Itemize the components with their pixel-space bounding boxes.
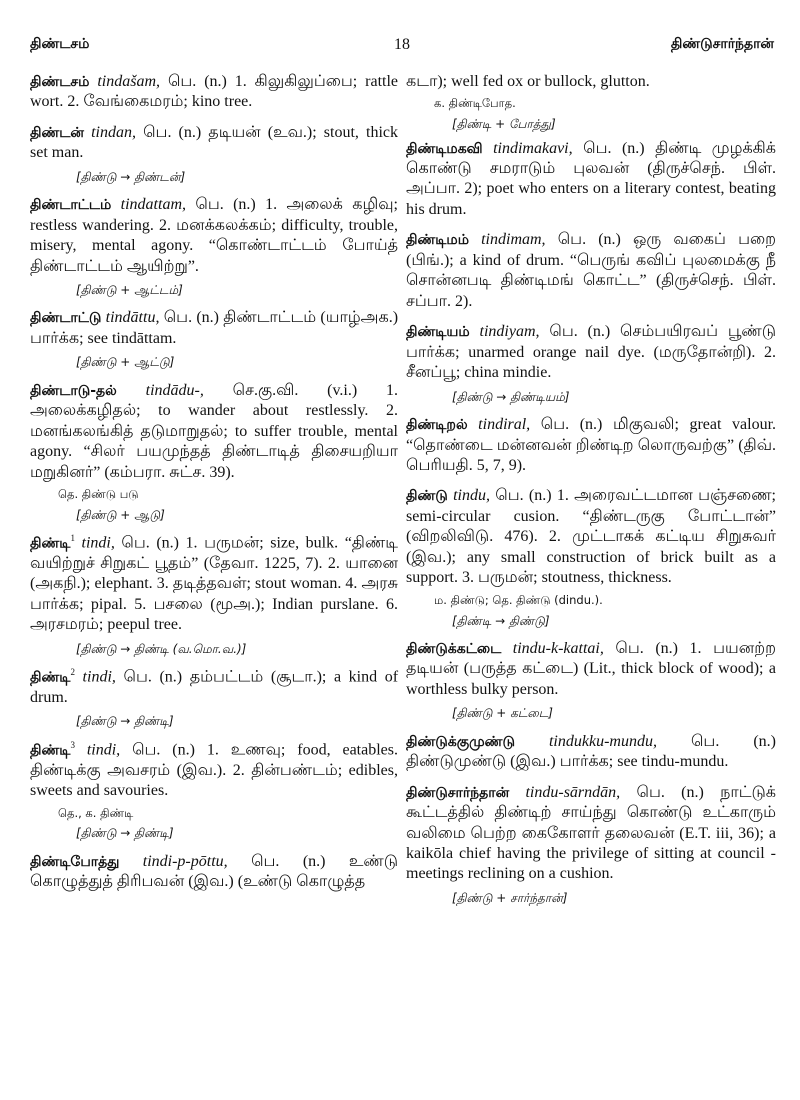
entry-definition: பெ. (n.) தம்பட்டம் (சூடா.); a kind of drum. — [30, 668, 399, 707]
dictionary-entry — [30, 123, 398, 185]
entry-definition: பெ. (n.) மிகுவலி; great valour. “தொண்டை மன்னவன் றிண்டிற லொருவற்கு” (திவ். பெரியதி. 5, 7, 9). — [406, 416, 777, 474]
entry-transliteration: tindāttu, — [105, 309, 160, 327]
entry-transliteration: tindimakavi, — [493, 139, 573, 157]
dictionary-entry — [30, 72, 398, 113]
entry-headword: திண்டிறல் — [406, 417, 468, 434]
dictionary-entry — [406, 230, 776, 312]
entry-transliteration: tindan, — [91, 123, 136, 141]
entry-headword: திண்டி — [30, 535, 71, 552]
entry-transliteration: tindi-p-pōttu, — [142, 852, 228, 870]
entry-headword: திண்டுக்குமுண்டு — [406, 733, 515, 750]
entry-transliteration: tindiyam, — [479, 323, 540, 341]
entry-definition: பெ. (n.) ஒரு வகைப் பறை (பிங்.); a kind of drum. “பெருங் கவிப் புலமைக்கு நீ சொன்னபடி திண்டிமங் கொட்ட” (திருச்செந். பிள். சப்பா. 2). — [406, 231, 777, 310]
entry-headword: திண்டி — [30, 742, 71, 759]
entry-headword: திண்டாட்டு — [30, 310, 102, 327]
entry-definition: பெ. (n.) தடியன் (உவ.); stout, thick set man. — [30, 123, 398, 162]
entry-etymology: [திண்டு + கட்டை] — [452, 706, 553, 721]
entry-definition: பெ. (n.) 1. அரைவட்டமான பஞ்சணை; semi-circular cusion. “திண்டருகு போட்டான்” (விறலிவிடு. 476). 2. முட்டாகக் கட்டிய சிறுசுவர் (இவ.); any small construction of brick built as a support. 3. பருமன்; stoutness, thickness. — [406, 487, 776, 587]
homonym-number: 1 — [70, 533, 75, 544]
dictionary-entry — [30, 852, 398, 893]
entry-definition: செ.கு.வி. (v.i.) 1. அலைக்கழிதல்; to wander about restlessly. 2. மனங்கலங்கித் தடுமாறுதல்; to suffer trouble, mental agony. “சிலர் பயமுந்தத் திண்டாடித் திசையறியா மறுகினர்” (கம்பரா. சுட்ச. 39). — [30, 381, 399, 481]
entry-headword: திண்டாடு-தல் — [30, 382, 117, 399]
dictionary-entry — [406, 732, 776, 773]
entry-headword: திண்டசம் — [30, 74, 90, 90]
dictionary-entry — [406, 139, 776, 221]
entry-headword: திண்டாட்டம் — [30, 197, 112, 214]
entry-transliteration: tindukku-mundu, — [548, 732, 657, 750]
entry-headword: திண்டி — [30, 669, 71, 686]
entry-cognates: தெ. திண்டு படு — [58, 487, 139, 502]
dictionary-entry — [30, 740, 398, 842]
entry-headword: திண்டிபோத்து — [30, 853, 120, 870]
entry-etymology: [திண்டு + ஆட்டம்] — [76, 283, 183, 298]
entry-etymology: [திண்டு + சார்ந்தான்] — [452, 890, 568, 905]
left-column — [30, 72, 398, 903]
entry-definition: பெ. (n.) செம்பயிரவப் பூண்டு பார்க்க; unarmed orange nail dye. (மருதோன்றி). 2. சீனப்பூ; china mindie. — [406, 323, 777, 382]
entry-definition: பெ. (n.) 1. கிலுகிலுப்பை; rattle wort. 2. வேங்கைமரம்; kino tree. — [30, 73, 399, 111]
entry-transliteration: tindu, — [453, 487, 490, 505]
dictionary-entry — [30, 195, 398, 298]
dictionary-entry — [30, 667, 398, 730]
running-head — [30, 36, 774, 60]
entry-cognates: ம. திண்டு; தெ. திண்டு (dindu.). — [434, 592, 603, 607]
entry-transliteration: tindi, — [82, 668, 116, 686]
entry-etymology: [திண்டு → திண்டன்] — [76, 169, 186, 184]
entry-transliteration: tindi, — [86, 741, 121, 759]
entry-headword: திண்டு — [406, 488, 448, 505]
dictionary-entry — [406, 486, 776, 628]
entry-definition: பெ. (n.) 1. பயனற்ற தடியன் (பருத்த கட்டை) (Lit., thick block of wood); a worthless bulky person. — [406, 639, 776, 698]
entry-headword: திண்டியம் — [406, 324, 470, 341]
entry-etymology: [திண்டு → திண்டி] — [76, 714, 174, 729]
entry-etymology: [திண்டி + போத்து] — [452, 117, 556, 132]
entry-definition: பெ. (n.) உண்டு கொழுத்துத் திரிபவன் (இவ.) (உண்டு கொழுத்த — [30, 852, 399, 891]
entry-cognates: க. திண்டிபோத. — [434, 96, 516, 111]
dictionary-entry — [406, 783, 776, 907]
entry-headword: திண்டுசார்ந்தான் — [406, 784, 510, 801]
header-right-guideword: திண்டுசார்ந்தான் — [670, 36, 774, 52]
entry-transliteration: tindašam, — [97, 73, 161, 90]
dictionary-entry — [406, 322, 776, 405]
entry-definition: பெ. (n.) திண்டாட்டம் (யாழ்அக.) பார்க்க; see tindāttam. — [30, 309, 399, 347]
entry-definition: பெ. (n.) 1. உணவு; food, eatables. திண்டிக்கு அவசரம் (இவ.). 2. தின்பண்டம்; edibles, sweets and savouries. — [30, 741, 399, 800]
homonym-number: 2 — [70, 667, 75, 678]
dictionary-entry — [406, 639, 776, 722]
dictionary-entry — [30, 533, 398, 657]
entry-etymology: [திண்டு + ஆடு] — [76, 507, 165, 522]
entry-etymology: [திண்டி → திண்டு] — [452, 613, 550, 628]
entry-etymology: [திண்டு + ஆட்டு] — [76, 355, 175, 370]
entry-etymology: [திண்டு → திண்டி (வ.மொ.வ.)] — [76, 641, 247, 656]
page-number: 18 — [394, 36, 410, 53]
entry-transliteration: tindiral, — [478, 416, 531, 434]
entry-definition: பெ. (n.) நாட்டுக் கூட்டத்தில் திண்டிற் சாய்ந்து கொண்டு உட்காரும் வலிமை பெற்ற கைகோளர் தலைவன் (E.T. iii, 36); a kaikōla chief having the privilege of sitting at council - meetings reclining on a cushion. — [406, 783, 777, 883]
entry-transliteration: tindimam, — [481, 231, 546, 249]
entry-etymology: [திண்டு → திண்டியம்] — [452, 389, 570, 404]
entry-definition: பெ. (n.) திண்டி முழக்கிக் கொண்டு சமராடும் புலவன் (திருச்செந். பிள். அப்பா. 2); poet who enters on a literary contest, beating his drum. — [406, 139, 777, 218]
entry-headword: திண்டன் — [30, 124, 85, 141]
entry-headword: திண்டிமகவி — [406, 140, 483, 157]
entry-transliteration: tindu-sārndān, — [525, 783, 621, 801]
dictionary-entry — [30, 308, 398, 370]
entry-headword: திண்டிமம் — [406, 232, 469, 249]
entry-definition: பெ. (n.) 1. அலைக் கழிவு; restless wandering. 2. மனக்கலக்கம்; difficulty, trouble, misery, mental agony. “கொண்டாட்டம் போய்த் திண்டாட்டம் ஆயிற்று”. — [30, 196, 398, 275]
continued-definition: கடா); well fed ox or bullock, glutton. — [406, 73, 650, 90]
entry-transliteration: tindattam, — [120, 196, 186, 214]
entry-headword: திண்டுக்கட்டை — [406, 640, 502, 657]
entry-cognates: தெ., க. திண்டி — [58, 805, 134, 820]
header-left-guideword: திண்டசம் — [30, 36, 90, 52]
dictionary-entry — [406, 415, 776, 476]
entry-transliteration: tindādu-, — [145, 381, 204, 399]
entry-definition: பெ. (n.) திண்டுமுண்டு (இவ.) பார்க்க; see tindu-mundu. — [406, 732, 776, 771]
entry-etymology: [திண்டு → திண்டி] — [76, 826, 174, 841]
right-column — [406, 72, 776, 916]
entry-transliteration: tindi, — [81, 534, 115, 552]
entry-definition: பெ. (n.) 1. பருமன்; size, bulk. “திண்டி வயிற்றுச் சிறுகட் பூதம்” (தேவா. 1225, 7). 2. யானை (அகநி.); elephant. 3. தடித்தவள்; stout woman. 4. அரசு பார்க்க; pipal. 5. பசலை (மூஅ.); Indian purslane. 6. அரசமரம்; peepul tree. — [30, 534, 398, 634]
entry-transliteration: tindu-k-kattai, — [512, 639, 604, 657]
dictionary-entry — [30, 381, 398, 523]
entry-continuation — [406, 72, 776, 133]
homonym-number: 3 — [70, 739, 75, 750]
